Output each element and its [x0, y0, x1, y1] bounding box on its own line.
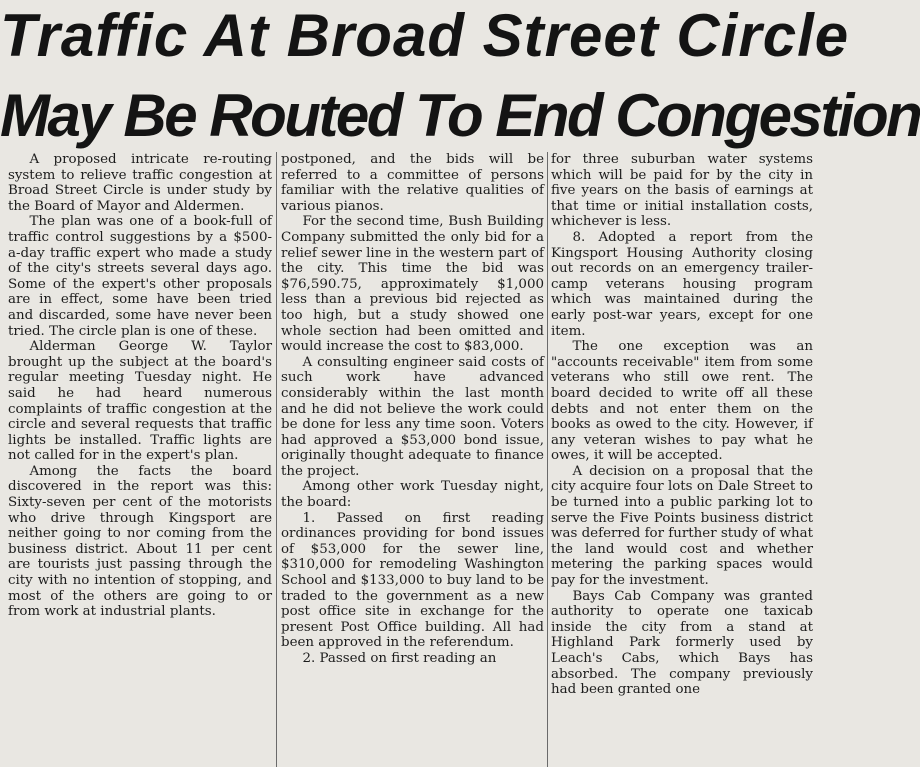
paragraph: For the second time, Bush Building Company submitted the only bid for a relief sewer line in the western part of the city. This time the bid was $76,590.75, approximately $1,000 less than a previous bid rejected as too high, but a study showed one whole section had been omitted and would increase the cost to $83,000.	[281, 214, 544, 355]
article-body	[0, 152, 819, 767]
paragraph: Alderman George W. Taylor brought up the subject at the board's regular meeting Tuesday night. He said he had heard numerous complaints of traffic congestion at the circle and several requests that traffic lights be installed. Traffic lights are not called for in the expert's plan.	[8, 339, 272, 464]
headline-line-2: May Be Routed To End Congestion	[0, 82, 920, 149]
paragraph: postponed, and the bids will be referred to a committee of persons familiar with the relative qualities of various pianos.	[281, 152, 544, 214]
paragraph: Among other work Tuesday night, the board:	[281, 479, 544, 511]
headline-line-1: Traffic At Broad Street Circle	[0, 2, 850, 69]
column-divider	[547, 152, 548, 767]
paragraph: A decision on a proposal that the city acquire four lots on Dale Street to be turned into a public parking lot to serve the Five Points business district was deferred for further study of what the land would cost and whether metering the parking spaces would pay for the investment.	[551, 463, 813, 589]
paragraph: A proposed intricate re-routing system to relieve traffic congestion at Broad Street Circle is under study by the Board of Mayor and Aldermen.	[8, 152, 272, 214]
paragraph: 8. Adopted a report from the Kingsport Housing Authority closing out records on an emergency trailer-camp veterans housing program which was maintained during the early post-war years, except for one item.	[551, 229, 813, 339]
column-1	[8, 152, 272, 767]
column-2	[281, 152, 544, 767]
paragraph: 1. Passed on first reading ordinances providing for bond issues of $53,000 for the sewer line, $310,000 for remodeling Washington School and $133,000 to buy land to be traded to the government as a new post office site in exchange for the present Post Office building. All had been approved in the referendum.	[281, 510, 544, 651]
paragraph: for three suburban water systems which will be paid for by the city in five years on the basis of earnings at that time or initial installation costs, whichever is less.	[551, 152, 813, 230]
column-divider	[276, 152, 277, 767]
paragraph: The plan was one of a book-full of traffic control suggestions by a $500-a-day traffic expert who made a study of the city's streets several days ago. Some of the expert's other proposals are in effect, some have been tried and discarded, some have never been tried. The circle plan is one of these.	[8, 214, 272, 339]
paragraph: 2. Passed on first reading an	[302, 651, 497, 666]
column-3	[551, 152, 813, 767]
paragraph: Bays Cab Company was granted authority to operate one taxicab inside the city from a stand at Highland Park formerly used by Leach's Cabs, which Bays has absorbed. The company previously had been granted one	[551, 588, 813, 698]
paragraph: The one exception was an "accounts receivable" item from some veterans who still owe rent. The board decided to write off all these debts and not enter them on the books as owed to the city. However, if any veteran wishes to pay what he owes, it will be accepted.	[551, 339, 813, 464]
paragraph: Among the facts the board discovered in the report was this: Sixty-seven per cent of the motorists who drive through Kingsport are neither going to nor coming from the business district. About 11 per cent are tourists just passing through the city with no intention of stopping, and most of the others are going to or from work at industrial plants.	[8, 463, 272, 620]
paragraph: A consulting engineer said costs of such work have advanced considerably within the last month and he did not believe the work could be done for less any time soon. Voters had approved a $53,000 bond issue, originally thought adequate to finance the project.	[281, 354, 544, 479]
